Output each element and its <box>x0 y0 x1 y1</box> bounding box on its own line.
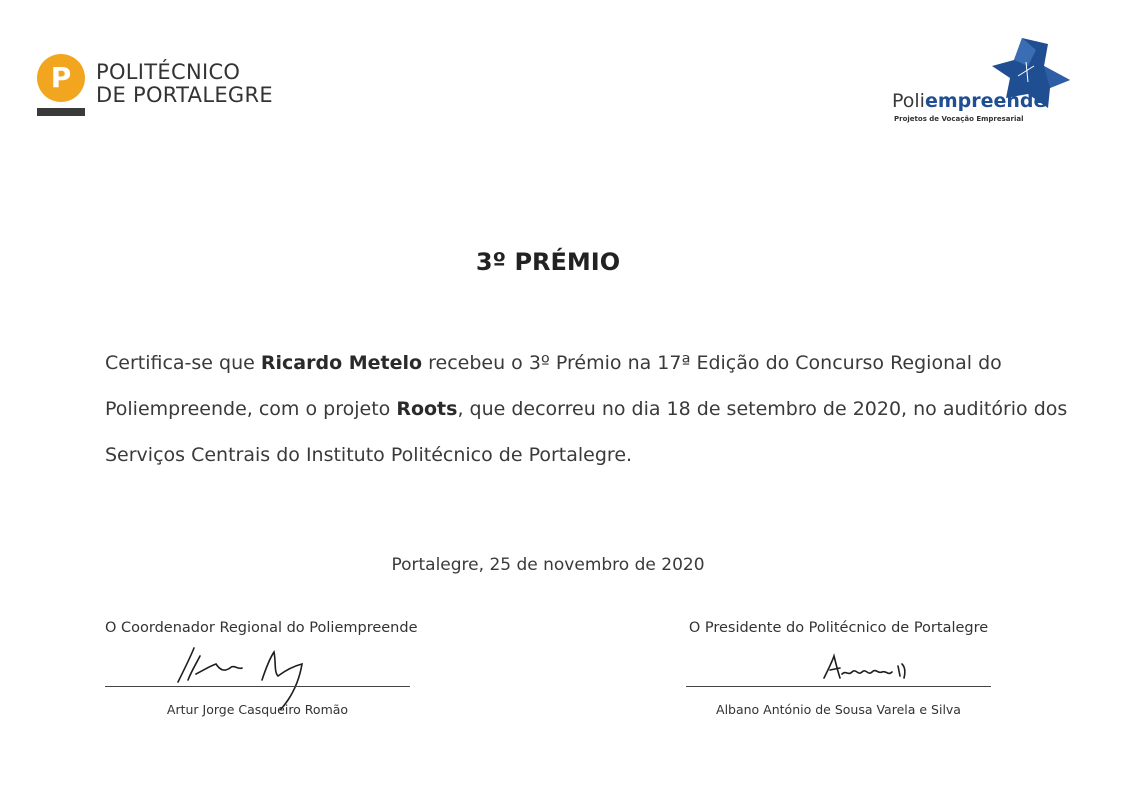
body-line-2 <box>105 386 1068 432</box>
signature-left-icon <box>170 640 330 710</box>
wordmark-part-1: Poli <box>892 90 925 112</box>
logo-line-2: DE PORTALEGRE <box>96 83 273 107</box>
body-line-1 <box>105 340 1010 386</box>
place-date: Portalegre, 25 de novembro de 2020 <box>391 555 705 575</box>
body-line-1-pre: Certifica-se que <box>105 352 261 374</box>
project-name: Roots <box>396 398 458 420</box>
body-line-3-text: Serviços Centrais do Instituto Politécnico de Portalegre. <box>105 444 633 466</box>
logo-mark-letter: P <box>50 61 72 94</box>
signature-line-right <box>686 686 991 687</box>
signatory-left-name: Artur Jorge Casqueiro Romão <box>166 702 349 717</box>
body-line-2-pre: Poliempreende, com o projeto <box>105 398 397 420</box>
poliempreende-tagline: Projetos de Vocação Empresarial <box>894 115 1024 123</box>
poliempreende-wordmark <box>892 90 1046 112</box>
wordmark-part-2: empreende <box>924 90 1047 112</box>
poliempreende-logo <box>880 36 1080 128</box>
body-line-3 <box>105 432 1010 478</box>
p-logo-icon <box>37 54 85 102</box>
recipient-name: Ricardo Metelo <box>260 352 423 374</box>
logo-line-1: POLITÉCNICO <box>96 60 241 84</box>
signature-line-left <box>105 686 410 687</box>
certificate-title: 3º PRÉMIO <box>475 248 621 276</box>
signatory-left-role: O Coordenador Regional do Poliempreende <box>105 620 418 636</box>
signature-right-icon <box>818 650 918 690</box>
body-line-2-post: , que decorreu no dia 18 de setembro de 2020, no auditório dos <box>457 398 1068 420</box>
signatory-right-name: Albano António de Sousa Varela e Silva <box>716 702 961 717</box>
logo-wordmark <box>96 61 273 107</box>
politecnico-logo <box>37 54 277 124</box>
logo-bar <box>37 108 85 116</box>
signatory-right-role: O Presidente do Politécnico de Portalegre <box>688 620 989 636</box>
certificate-body <box>105 340 1068 478</box>
body-line-1-post: recebeu o 3º Prémio na 17ª Edição do Concurso Regional do <box>422 352 1002 374</box>
